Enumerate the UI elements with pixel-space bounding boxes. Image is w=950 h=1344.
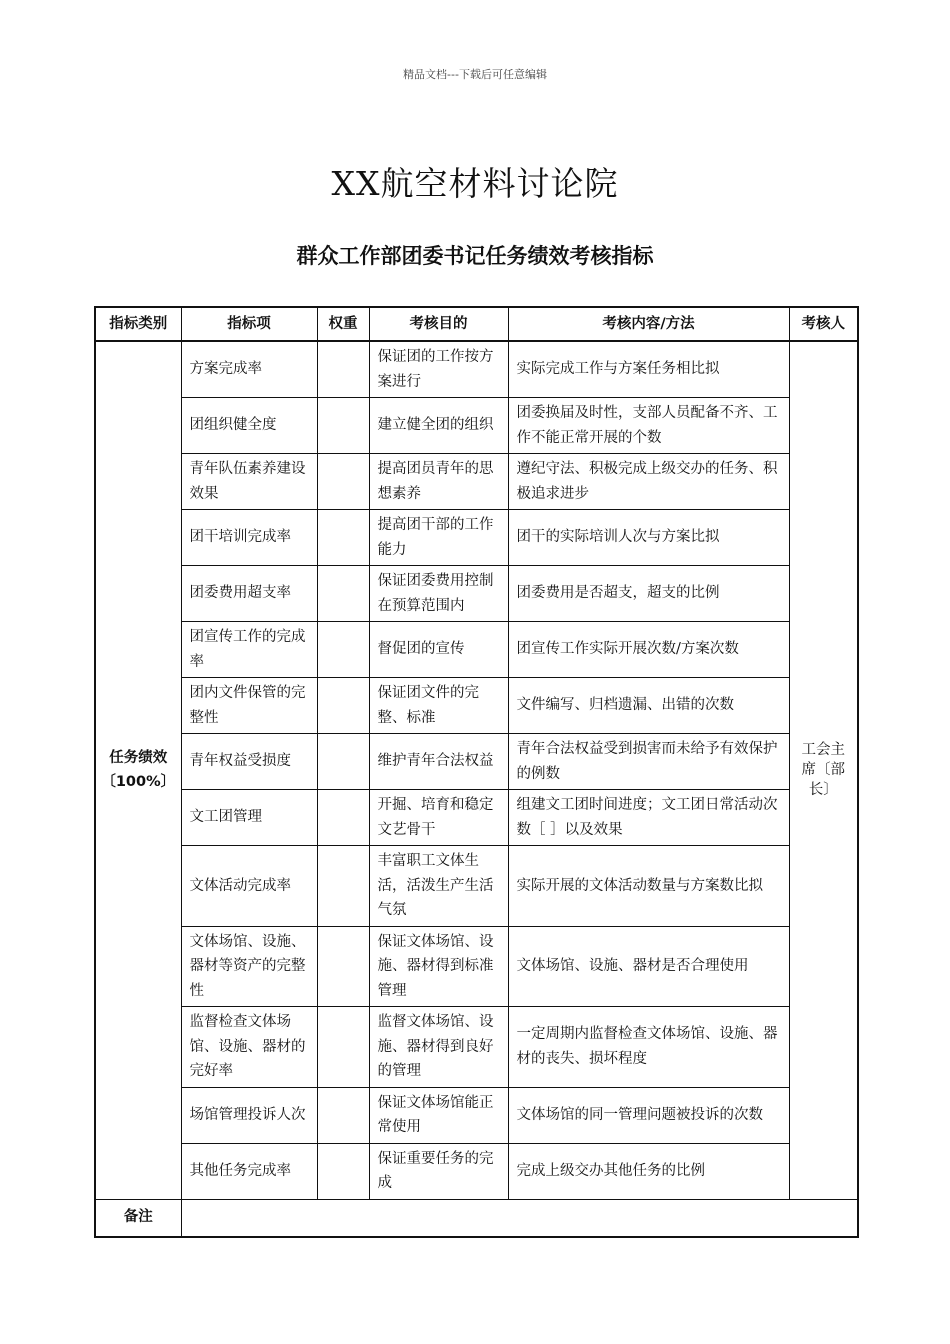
table-row [95, 1007, 858, 1088]
weight-cell [317, 398, 369, 454]
item-cell: 团干培训完成率 [181, 510, 317, 566]
assessor-cell: 工会主席〔部长〕 [789, 341, 858, 1199]
header-item: 指标项 [181, 307, 317, 341]
table-row [95, 341, 858, 398]
item-cell: 方案完成率 [181, 341, 317, 398]
remark-label: 备注 [95, 1199, 181, 1237]
method-cell: 一定周期内监督检查文体场馆、设施、器材的丧失、损坏程度 [508, 1007, 789, 1088]
weight-cell [317, 678, 369, 734]
item-cell: 青年权益受损度 [181, 734, 317, 790]
header-assessor: 考核人 [789, 307, 858, 341]
weight-cell [317, 926, 369, 1007]
watermark-text: 精品文档---下载后可任意编辑 [403, 68, 547, 81]
purpose-cell: 保证文体场馆、设施、器材得到标准管理 [369, 926, 508, 1007]
method-cell: 团宣传工作实际开展次数/方案次数 [508, 622, 789, 678]
purpose-cell: 保证文体场馆能正常使用 [369, 1087, 508, 1143]
method-cell: 团委费用是否超支，超支的比例 [508, 566, 789, 622]
purpose-cell: 提高团员青年的思想素养 [369, 454, 508, 510]
purpose-cell: 督促团的宣传 [369, 622, 508, 678]
remark-value [181, 1199, 858, 1237]
table-row [95, 1143, 858, 1199]
table-row [95, 454, 858, 510]
purpose-cell: 保证团文件的完整、标准 [369, 678, 508, 734]
method-cell: 实际完成工作与方案任务相比拟 [508, 341, 789, 398]
weight-cell [317, 1007, 369, 1088]
table-row [95, 734, 858, 790]
method-cell: 文体场馆的同一管理问题被投诉的次数 [508, 1087, 789, 1143]
category-name: 任务绩效 [109, 749, 168, 766]
purpose-cell: 提高团干部的工作能力 [369, 510, 508, 566]
table-row [95, 790, 858, 846]
method-cell: 组建文工团时间进度；文工团日常活动次数［ ］以及效果 [508, 790, 789, 846]
purpose-cell: 开掘、培育和稳定文艺骨干 [369, 790, 508, 846]
method-cell: 实际开展的文体活动数量与方案数比拟 [508, 846, 789, 927]
item-cell: 文体活动完成率 [181, 846, 317, 927]
item-cell: 团组织健全度 [181, 398, 317, 454]
purpose-cell: 保证重要任务的完成 [369, 1143, 508, 1199]
purpose-cell: 维护青年合法权益 [369, 734, 508, 790]
method-cell: 遵纪守法、积极完成上级交办的任务、积极追求进步 [508, 454, 789, 510]
table-row [95, 510, 858, 566]
item-cell: 文体场馆、设施、器材等资产的完整性 [181, 926, 317, 1007]
item-cell: 青年队伍素养建设效果 [181, 454, 317, 510]
weight-cell [317, 510, 369, 566]
remark-row [95, 1199, 858, 1237]
table-row [95, 398, 858, 454]
item-cell: 团委费用超支率 [181, 566, 317, 622]
kpi-table [94, 306, 859, 1238]
purpose-cell: 监督文体场馆、设施、器材得到良好的管理 [369, 1007, 508, 1088]
purpose-cell: 保证团委费用控制在预算范围内 [369, 566, 508, 622]
document-title: 群众工作部团委书记任务绩效考核指标 [296, 244, 654, 268]
table-row [95, 622, 858, 678]
method-cell: 团委换届及时性，支部人员配备不齐、工作不能正常开展的个数 [508, 398, 789, 454]
category-weight: 〔100%〕 [101, 774, 176, 791]
weight-cell [317, 566, 369, 622]
weight-cell [317, 622, 369, 678]
weight-cell [317, 454, 369, 510]
weight-cell [317, 846, 369, 927]
item-cell: 团内文件保管的完整性 [181, 678, 317, 734]
item-cell: 团宣传工作的完成率 [181, 622, 317, 678]
category-cell [95, 341, 181, 1199]
method-cell: 完成上级交办其他任务的比例 [508, 1143, 789, 1199]
organization-title: XX航空材料讨论院 [331, 164, 619, 203]
header-method: 考核内容/方法 [508, 307, 789, 341]
table-row [95, 1087, 858, 1143]
item-cell: 其他任务完成率 [181, 1143, 317, 1199]
header-weight: 权重 [317, 307, 369, 341]
header-purpose: 考核目的 [369, 307, 508, 341]
weight-cell [317, 734, 369, 790]
method-cell: 团干的实际培训人次与方案比拟 [508, 510, 789, 566]
method-cell: 文件编写、归档遗漏、出错的次数 [508, 678, 789, 734]
header-category: 指标类别 [95, 307, 181, 341]
table-row [95, 926, 858, 1007]
purpose-cell: 保证团的工作按方案进行 [369, 341, 508, 398]
purpose-cell: 建立健全团的组织 [369, 398, 508, 454]
weight-cell [317, 1087, 369, 1143]
weight-cell [317, 790, 369, 846]
item-cell: 场馆管理投诉人次 [181, 1087, 317, 1143]
table-row [95, 678, 858, 734]
item-cell: 文工团管理 [181, 790, 317, 846]
weight-cell [317, 1143, 369, 1199]
purpose-cell: 丰富职工文体生活，活泼生产生活气氛 [369, 846, 508, 927]
table-row [95, 566, 858, 622]
weight-cell [317, 341, 369, 398]
method-cell: 青年合法权益受到损害而未给予有效保护的例数 [508, 734, 789, 790]
table-row [95, 846, 858, 927]
item-cell: 监督检查文体场馆、设施、器材的完好率 [181, 1007, 317, 1088]
method-cell: 文体场馆、设施、器材是否合理使用 [508, 926, 789, 1007]
table-header-row [95, 307, 858, 341]
